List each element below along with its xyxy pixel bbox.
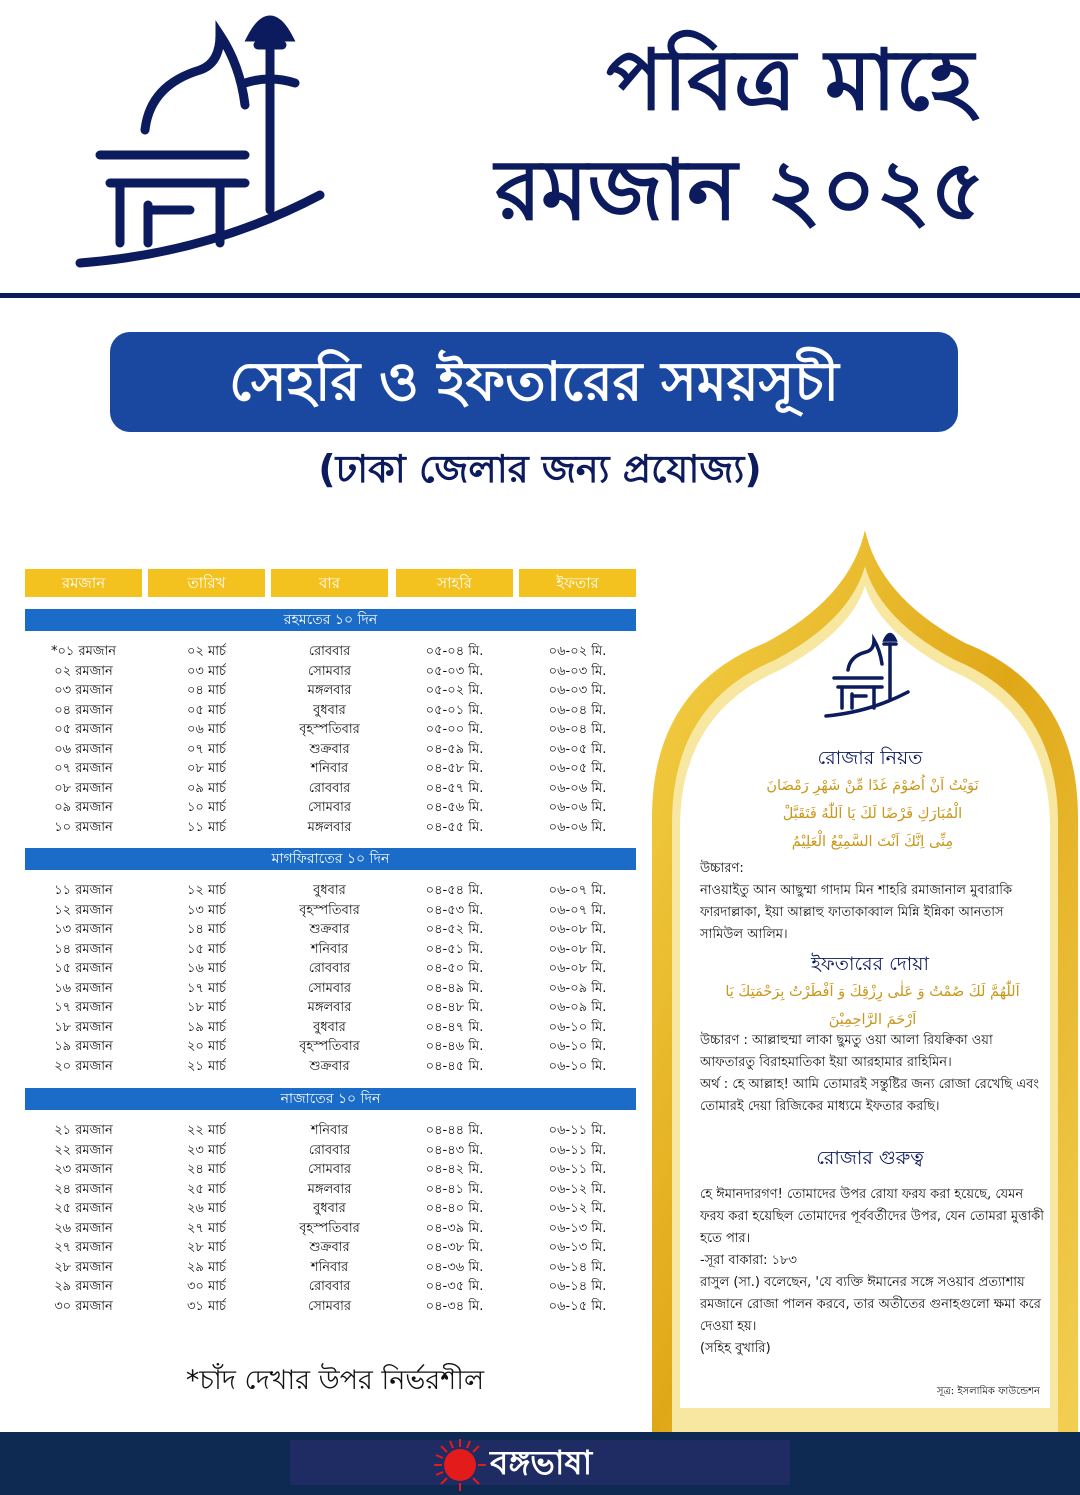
moon-sighting-note: *চাঁদ দেখার উপর নির্ভরশীল [185,1365,485,1396]
table-row: ০৫ রমজান ০৬ মার্চ বৃহস্পতিবার ০৫-০০ মি. ০৬-০৪ মি. [54,722,607,737]
importance-quran-ref: -সূরা বাকারা: ১৮৩ [700,1253,797,1268]
schedule-banner: সেহরি ও ইফতারের সময়সূচী [110,332,958,432]
red-sun-logo-icon [432,1437,488,1493]
title-line-2: রমজান ২০২৫ [494,141,986,239]
table-row: ১৩ রমজান ১৪ মার্চ শুক্রবার ০৪-৫২ মি. ০৬-০৮ মি. [54,922,607,937]
table-row: ২৫ রমজান ২৬ মার্চ বুধবার ০৪-৪০ মি. ০৬-১২ মি. [54,1201,607,1216]
table-row: ১৬ রমজান ১৭ মার্চ সোমবার ০৪-৪৯ মি. ০৬-০৯ মি. [54,980,607,996]
section-title-magfirat: মাগফিরাতের ১০ দিন [25,848,636,870]
niyat-title: রোজার নিয়ত [817,747,923,769]
table-row: ২৮ রমজান ২৯ মার্চ শনিবার ০৪-৩৬ মি. ০৬-১৪ মি. [54,1259,607,1275]
iftar-meaning: অর্থ : হে আল্লাহ! আমি তোমারই সন্তুষ্টির জন্য রোজা রেখেছি এবং তোমারই দেয়া রিজিকের মাধ্যমে ইফতার করছি। [700,1077,1039,1114]
source-credit: সূত্র: ইসলামিক ফাউন্ডেশন [936,1386,1040,1397]
section-title-rahmat: রহমতের ১০ দিন [25,609,636,631]
mosque-small-icon [822,630,912,720]
table-row: ২৭ রমজান ২৮ মার্চ শুক্রবার ০৪-৩৮ মি. ০৬-১৩ মি. [54,1240,607,1255]
table-row: ১১ রমজান ১২ মার্চ বুধবার ০৪-৫৪ মি. ০৬-০৭ মি. [54,883,607,898]
table-row: ২২ রমজান ২৩ মার্চ রোববার ০৪-৪৩ মি. ০৬-১১ মি. [54,1142,607,1158]
table-row: ১৭ রমজান ১৮ মার্চ মঙ্গলবার ০৪-৪৮ মি. ০৬-০৯ মি. [54,1000,607,1015]
importance-title: রোজার গুরুত্ব [816,1147,924,1169]
table-row: ২৯ রমজান ৩০ মার্চ রোববার ০৪-৩৫ মি. ০৬-১৪ মি. [54,1279,607,1294]
table-row: ২১ রমজান ২২ মার্চ শনিবার ০৪-৪৪ মি. ০৬-১১ মি. [54,1123,607,1138]
table-row: ১৫ রমজান ১৬ মার্চ রোববার ০৪-৫০ মি. ০৬-০৮ মি. [54,961,607,976]
subtitle: (ঢাকা জেলার জন্য প্রযোজ্য) [318,447,762,491]
niyat-arabic-line: نَوَيْتُ اَنْ اُصُوْمَ غَدًا مِّنْ شَهْرِ رَمْضَانَ [766,778,979,794]
table-row: ০৭ রমজান ০৮ মার্চ শনিবার ০৪-৫৮ মি. ০৬-০৫ মি. [54,761,607,776]
table-row: ২৬ রমজান ২৭ মার্চ বৃহস্পতিবার ০৪-৩৯ মি. ০৬-১৩ মি. [54,1220,607,1236]
niyat-arabic-line: مِنِّى اِنَّكَ اَنْتَ السَّمِيْعُ الْعَلِيْمُ [791,834,954,850]
section-title-najat: নাজাতের ১০ দিন [25,1088,636,1110]
iftar-pronunciation: উচ্চারণ : আল্লাহুম্মা লাকা ছুমতু ওয়া আলা রিযক্বিকা ওয়া আফতারতু বিরাহমাতিকা ইয়া আরহামার রাহিমিন। [700,1033,993,1070]
table-row: ০৬ রমজান ০৭ মার্চ শুক্রবার ০৪-৫৯ মি. ০৬-০৫ মি. [54,741,607,757]
column-header-iftar: ইফতার [519,569,636,597]
table-row: *০১ রমজান ০২ মার্চ রোববার ০৫-০৪ মি. ০৬-০২ মি. [50,644,607,659]
iftar-arabic-line: اَرْحَمَ الرَّاحِمِيْنَ [828,1012,917,1028]
table-row: ০৮ রমজান ০৯ মার্চ রোববার ০৪-৫৭ মি. ০৬-০৬ মি. [54,780,607,796]
table-row: ০৩ রমজান ০৪ মার্চ মঙ্গলবার ০৫-০২ মি. ০৬-০৩ মি. [54,683,607,698]
niyat-pronunciation-label: উচ্চারণ: [700,861,744,876]
mosque-logo-icon [70,5,330,275]
importance-hadith-ref: (সহিহ বুখারি) [700,1341,771,1356]
importance-quran: হে ঈমানদারগণ! তোমাদের উপর রোযা ফরয করা হয়েছে, যেমন ফরয করা হয়েছিল তোমাদের পূর্ববর্তীদের উপর, যেন তোমরা মুত্তাকী হতে পার। [700,1187,1044,1246]
table-row: ১২ রমজান ১৩ মার্চ বৃহস্পতিবার ০৪-৫৩ মি. ০৬-০৭ মি. [54,902,607,918]
table-row: ১৮ রমজান ১৯ মার্চ বুধবার ০৪-৪৭ মি. ০৬-১০ মি. [54,1019,607,1035]
table-row: ১৯ রমজান ২০ মার্চ বৃহস্পতিবার ০৪-৪৬ মি. ০৬-১০ মি. [54,1039,607,1054]
column-header-sehri: সাহরি [396,569,513,597]
divider [0,293,1080,298]
table-row: ০৪ রমজান ০৫ মার্চ বুধবার ০৫-০১ মি. ০৬-০৪ মি. [54,702,607,718]
table-row: ৩০ রমজান ৩১ মার্চ সোমবার ০৪-৩৪ মি. ০৬-১৫ মি. [54,1298,607,1314]
table-row: ২৪ রমজান ২৫ মার্চ মঙ্গলবার ০৪-৪১ মি. ০৬-১২ মি. [54,1181,607,1197]
table-row: ১৪ রমজান ১৫ মার্চ শনিবার ০৪-৫১ মি. ০৬-০৮ মি. [54,941,607,957]
column-header-ramadan: রমজান [25,569,142,597]
brand-name: বঙ্গভাষা [490,1443,593,1482]
niyat-pronunciation: নাওয়াইতু আন আছুম্মা গাদাম মিন শাহরি রমাজানাল মুবারাকি ফারদাল্লাকা, ইয়া আল্লাহু ফাতাকাব্বাল মিন্নি ইন্নিকা আনতাস সামিউল আলিম। [700,883,1013,942]
column-header-date: তারিখ [148,569,265,597]
table-row: ০৯ রমজান ১০ মার্চ সোমবার ০৪-৫৬ মি. ০৬-০৬ মি. [54,800,607,815]
title-line-1: পবিত্র মাহে [606,31,974,129]
column-header-day: বার [271,569,388,597]
table-row: ২৩ রমজান ২৪ মার্চ সোমবার ০৪-৪২ মি. ০৬-১১ মি. [54,1162,607,1177]
table-row: ২০ রমজান ২১ মার্চ শুক্রবার ০৪-৪৫ মি. ০৬-১০ মি. [54,1058,607,1074]
importance-hadith: রাসুল (সা.) বলেছেন, 'যে ব্যক্তি ঈমানের সঙ্গে সওয়াব প্রত্যাশায় রমজানে রোজা পালন করবে, তার অতীতের গুনাহগুলো ক্ষমা করে দেওয়া হয়। [700,1275,1041,1334]
table-row: ১০ রমজান ১১ মার্চ মঙ্গলবার ০৪-৫৫ মি. ০৬-০৬ মি. [54,819,607,835]
iftar-dua-title: ইফতারের দোয়া [810,953,929,975]
table-row: ০২ রমজান ০৩ মার্চ সোমবার ০৫-০৩ মি. ০৬-০৩ মি. [54,663,607,679]
niyat-arabic-line: الْمُبَارَكِ فَرْضًا لَكَ يَا اَللّٰهُ فَتَقَبَّلْ [782,806,963,822]
iftar-arabic-line: اَللّٰهُمَّ لَكَ صُمْتُ وَ عَلٰى رِزْقِكَ وَ اَفْطَرْتُ بِرَحْمَتِكَ يَا [725,984,1020,1000]
